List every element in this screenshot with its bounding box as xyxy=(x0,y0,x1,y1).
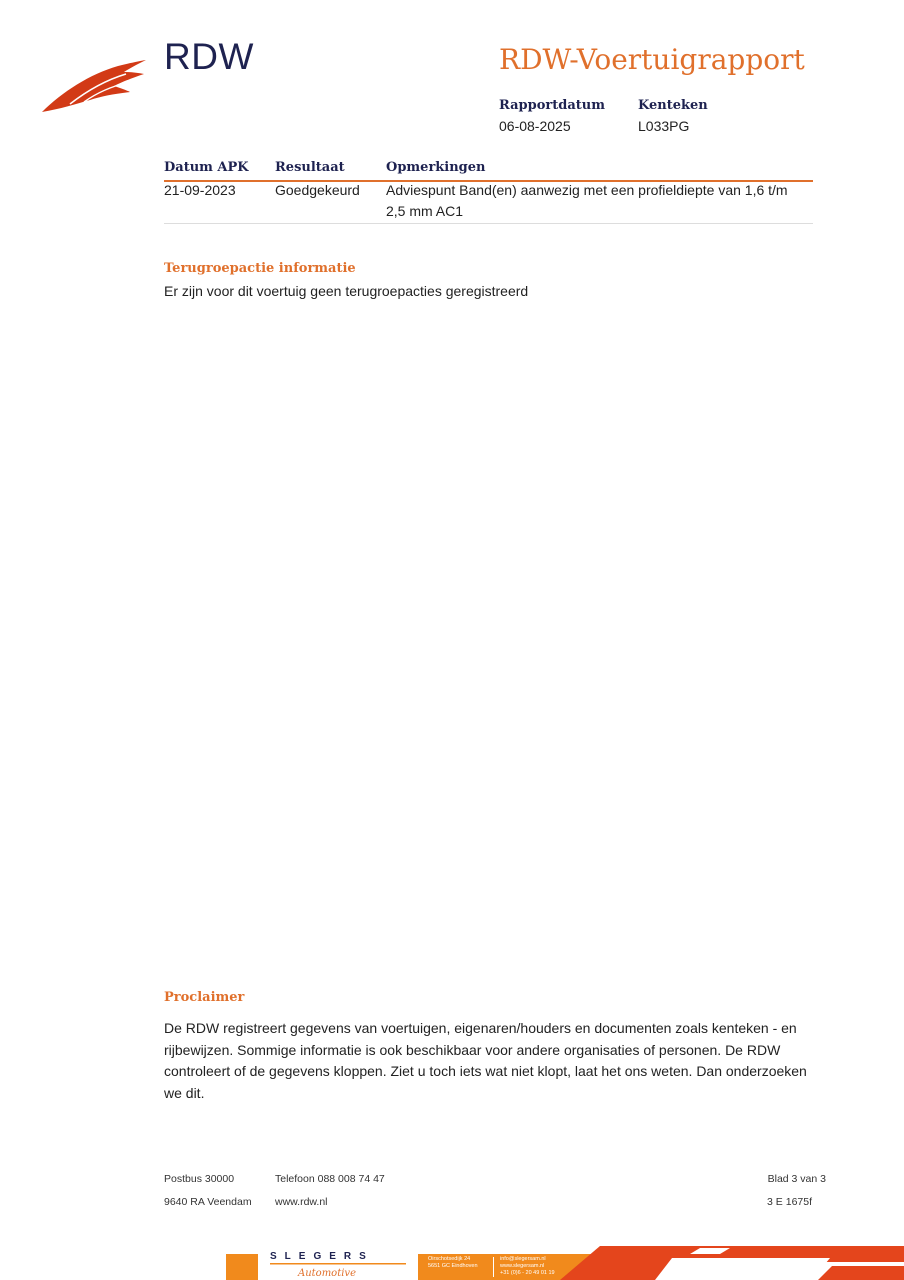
banner-address-line2: 5651 GC Eindhoven xyxy=(428,1263,478,1269)
plate-value: L033PG xyxy=(638,118,690,134)
report-date-value: 06-08-2025 xyxy=(499,118,571,134)
banner-address-line1: Oirschotsedijk 24 xyxy=(428,1256,471,1262)
footer-phone: Telefoon 088 008 74 47 xyxy=(275,1173,385,1185)
banner-address xyxy=(428,1256,478,1270)
column-header-result: Resultaat xyxy=(275,160,345,175)
recall-section-title: Terugroepactie informatie xyxy=(164,261,356,276)
column-header-date: Datum APK xyxy=(164,160,249,175)
footer-postcode: 9640 RA Veendam xyxy=(164,1196,252,1208)
footer-postbus: Postbus 30000 xyxy=(164,1173,235,1185)
footer-website[interactable]: www.rdw.nl xyxy=(275,1196,328,1208)
proclaimer-line-2: rijbewijzen. Sommige informatie is ook beschikbaar voor andere organisaties of personen. De RDW xyxy=(164,1041,781,1058)
report-title: RDW-Voertuigrapport xyxy=(499,43,805,76)
rdw-logo-icon xyxy=(40,56,150,116)
banner-contact-website: www.slegersam.nl xyxy=(500,1263,545,1269)
apk-remarks-line1: Adviespunt Band(en) aanwezig met een profieldiepte van 1,6 t/m xyxy=(386,182,788,198)
footer-code: 3 E 1675f xyxy=(767,1196,812,1208)
banner-contact-email: info@slegersam.nl xyxy=(500,1256,546,1262)
row-divider xyxy=(164,223,813,224)
proclaimer-line-4: we dit. xyxy=(164,1084,205,1101)
proclaimer-line-3: controleert of de gegevens kloppen. Ziet u toch iets wat niet klopt, laat het ons weten. Dan onderzoeken xyxy=(164,1063,807,1079)
apk-remarks-line2: 2,5 mm AC1 xyxy=(386,203,464,219)
proclaimer-line-1: De RDW registreert gegevens van voertuigen, eigenaren/houders en documenten zoals kenteken - en xyxy=(164,1020,797,1036)
proclaimer-title: Proclaimer xyxy=(164,990,245,1005)
footer-page-number: Blad 3 van 3 xyxy=(767,1173,826,1185)
banner-contact-phone: +31 (0)6 - 20 49 01 19 xyxy=(500,1270,555,1276)
proclaimer-text xyxy=(164,1018,824,1104)
logo-text: RDW xyxy=(164,36,254,77)
plate-label: Kenteken xyxy=(638,98,708,113)
apk-result-cell: Goedgekeurd xyxy=(275,182,360,198)
column-header-remarks: Opmerkingen xyxy=(386,160,486,175)
banner-brand-sub: Automotive xyxy=(298,1268,356,1279)
banner-contact xyxy=(500,1256,555,1277)
recall-text: Er zijn voor dit voertuig geen terugroepacties geregistreerd xyxy=(164,283,529,299)
banner-brand: SLEGERS xyxy=(270,1251,374,1262)
dealer-banner xyxy=(0,1244,904,1280)
apk-date-cell: 21-09-2023 xyxy=(164,182,236,198)
report-date-label: Rapportdatum xyxy=(499,98,605,113)
